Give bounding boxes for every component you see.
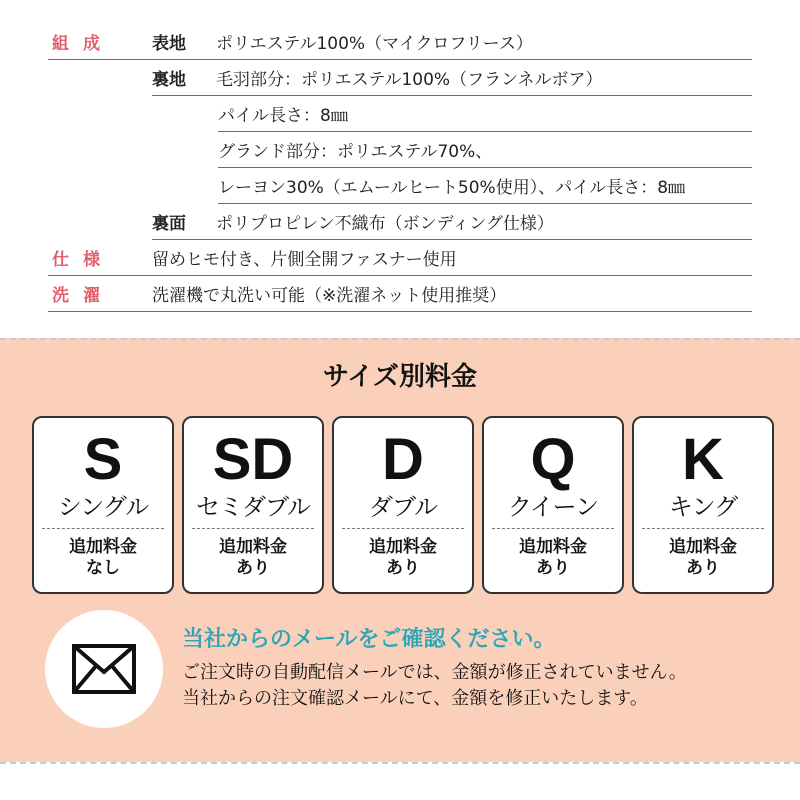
mail-icon-circle xyxy=(45,610,163,728)
spec-row-lining-4 xyxy=(218,168,752,204)
notice-line-2: 当社からの注文確認メールにて、金額を修正いたします。 xyxy=(182,688,648,709)
spec-row-washing xyxy=(48,276,752,312)
notice-line-1: ご注文時の自動配信メールでは、金額が修正されていません。 xyxy=(182,662,687,683)
card-divider xyxy=(642,528,764,529)
spec-table xyxy=(48,24,752,312)
size-name: キング xyxy=(668,493,738,521)
spec-row-composition-back xyxy=(152,204,752,240)
size-card-sd xyxy=(182,416,324,594)
size-cards xyxy=(32,416,774,594)
sublabel-back: 裏面 xyxy=(152,214,186,234)
fee-value: あり xyxy=(686,558,720,578)
size-code: K xyxy=(682,427,724,492)
size-code: Q xyxy=(530,427,576,492)
fee-value: あり xyxy=(536,558,570,578)
card-divider xyxy=(192,528,314,529)
bottom-dashed-divider xyxy=(0,762,800,764)
fee-label: 追加料金 xyxy=(69,537,137,557)
value-back: ポリプロピレン不織布（ボンディング仕様） xyxy=(216,214,554,234)
value-lining-3: グランド部分：ポリエステル70%、 xyxy=(218,142,493,162)
size-card-q xyxy=(482,416,624,594)
fee-value: あり xyxy=(386,558,420,578)
spec-row-lining-2 xyxy=(218,96,752,132)
size-code: S xyxy=(83,427,123,492)
fee-label: 追加料金 xyxy=(369,537,437,557)
sublabel-outer: 表地 xyxy=(152,34,186,54)
size-name: ダブル xyxy=(368,493,438,521)
size-code: D xyxy=(382,427,424,492)
mail-icon xyxy=(71,643,137,695)
card-divider xyxy=(42,528,164,529)
notice-title: 当社からのメールをご確認ください。 xyxy=(182,627,556,652)
value-outer: ポリエステル100%（マイクロフリース） xyxy=(216,34,533,54)
fee-label: 追加料金 xyxy=(519,537,587,557)
value-lining-4: レーヨン30%（エムールヒート50%使用）、パイル長さ：8㎜ xyxy=(218,178,686,198)
card-divider xyxy=(492,528,614,529)
sublabel-lining: 裏地 xyxy=(152,70,186,90)
card-divider xyxy=(342,528,464,529)
size-name: クイーン xyxy=(507,493,599,521)
category-washing: 洗濯 xyxy=(52,286,114,306)
fee-label: 追加料金 xyxy=(669,537,737,557)
top-dashed-divider xyxy=(0,338,800,340)
size-card-d xyxy=(332,416,474,594)
spec-row-composition-outer xyxy=(48,24,752,60)
size-card-k xyxy=(632,416,774,594)
size-card-s xyxy=(32,416,174,594)
value-lining-1: 毛羽部分：ポリエステル100%（フランネルボア） xyxy=(216,70,603,90)
fee-value: あり xyxy=(236,558,270,578)
size-section-title: サイズ別料金 xyxy=(323,362,477,392)
category-specification: 仕様 xyxy=(52,250,114,270)
value-specification: 留めヒモ付き、片側全開ファスナー使用 xyxy=(152,250,457,270)
size-name: シングル xyxy=(57,493,149,521)
size-code: SD xyxy=(212,427,294,492)
value-lining-2: パイル長さ：8㎜ xyxy=(218,106,348,126)
category-composition: 組成 xyxy=(52,34,114,54)
spec-row-specification xyxy=(48,240,752,276)
fee-label: 追加料金 xyxy=(219,537,287,557)
fee-value: なし xyxy=(86,558,120,578)
spec-row-lining-3 xyxy=(218,132,752,168)
value-washing: 洗濯機で丸洗い可能（※洗濯ネット使用推奨） xyxy=(152,286,507,306)
size-name: セミダブル xyxy=(195,493,311,521)
spec-row-composition-lining xyxy=(152,60,752,96)
